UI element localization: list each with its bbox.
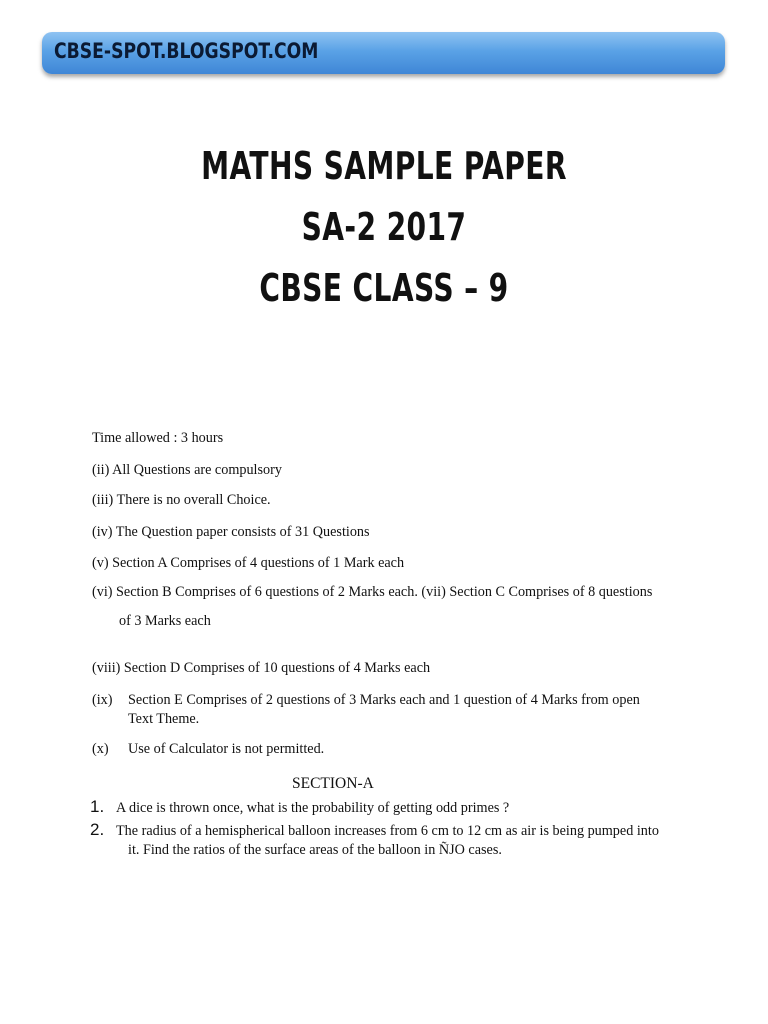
site-banner bbox=[42, 32, 725, 74]
instruction-iii: (iii) There is no overall Choice. bbox=[92, 492, 271, 508]
paper-subtitle: SA-2 2017 bbox=[301, 205, 467, 249]
instruction-viii: (viii) Section D Comprises of 10 questions of 4 Marks each bbox=[92, 660, 431, 676]
instruction-vi: (vi) Section B Comprises of 6 questions of 2 Marks each. (vii) Section C Comprises of 8 questions bbox=[92, 584, 653, 600]
question-number: 1. bbox=[90, 797, 105, 816]
site-name: CBSE-SPOT.BLOGSPOT.COM bbox=[54, 39, 319, 63]
instruction-x: Use of Calculator is not permitted. bbox=[128, 741, 325, 757]
instruction-ix-cont: Text Theme. bbox=[128, 711, 200, 727]
paper-title: MATHS SAMPLE PAPER bbox=[201, 144, 567, 188]
section-a-heading: SECTION-A bbox=[292, 775, 374, 792]
question-text: A dice is thrown once, what is the probability of getting odd primes ? bbox=[116, 800, 510, 816]
question-number: 2. bbox=[90, 820, 105, 839]
instruction-x-number: (x) bbox=[92, 741, 109, 757]
instruction-ix: Section E Comprises of 2 questions of 3 Marks each and 1 question of 4 Marks from open bbox=[128, 692, 640, 708]
paper-class: CBSE CLASS – 9 bbox=[259, 266, 509, 310]
question-text: The radius of a hemispherical balloon increases from 6 cm to 12 cm as air is being pumped into bbox=[116, 823, 659, 839]
instruction-ii: (ii) All Questions are compulsory bbox=[92, 462, 282, 478]
instruction-iv: (iv) The Question paper consists of 31 Questions bbox=[92, 524, 370, 540]
instruction-vii-cont: of 3 Marks each bbox=[119, 613, 211, 629]
question-text-cont: it. Find the ratios of the surface areas of the balloon in ÑJO cases. bbox=[128, 842, 502, 858]
instruction-ix-number: (ix) bbox=[92, 692, 113, 708]
time-allowed: Time allowed : 3 hours bbox=[92, 430, 224, 446]
instruction-v: (v) Section A Comprises of 4 questions of 1 Mark each bbox=[92, 555, 405, 571]
